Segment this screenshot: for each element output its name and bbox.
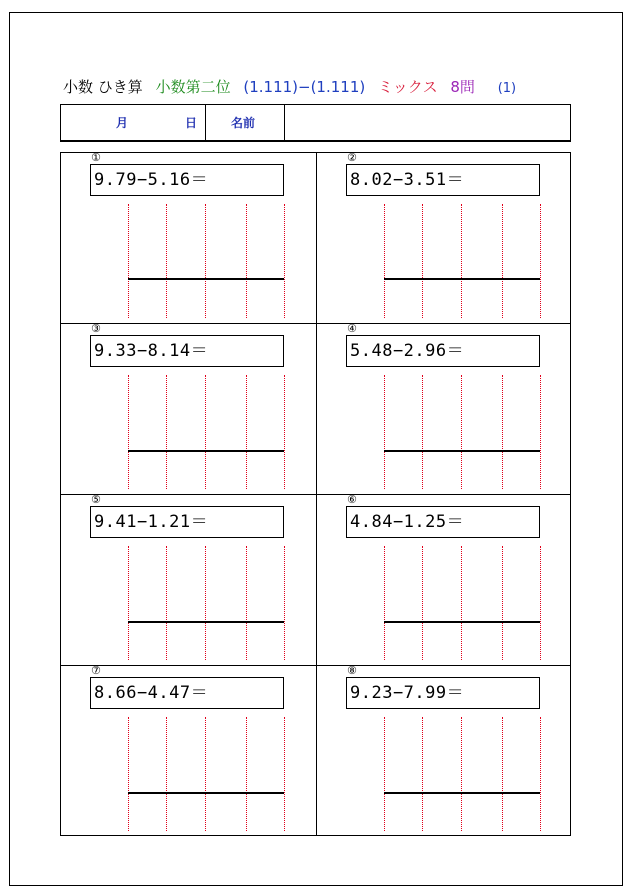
problem-number: ⑧ [347,664,357,677]
problem-expression: 4.84−1.25＝ [346,506,540,538]
problem-expression: 9.33−8.14＝ [90,335,284,367]
column-guide-line [284,375,285,489]
column-guide-line [284,204,285,318]
problem-expression: 9.41−1.21＝ [90,506,284,538]
name-field[interactable] [285,105,570,141]
title-level: 小数第二位 [155,78,231,96]
problem-cell [60,323,314,493]
title-format: (1.111)−(1.111) [243,78,366,96]
problem-expression: 5.48−2.96＝ [346,335,540,367]
name-date-header [60,104,571,142]
problem-cell [316,494,570,664]
column-guide-line [284,717,285,831]
problem-number: ⑦ [91,664,101,677]
problem-cell [316,323,570,493]
problem-expression: 8.02−3.51＝ [346,164,540,196]
worksheet-title [63,76,524,98]
answer-area[interactable] [128,546,284,660]
answer-area[interactable] [128,204,284,318]
sheet-number: (1) [497,81,517,96]
title-count: 8問 [450,78,475,96]
answer-area[interactable] [128,375,284,489]
column-guide-line [540,717,541,831]
problem-expression: 8.66−4.47＝ [90,677,284,709]
column-guide-line [540,546,541,660]
answer-area[interactable] [128,717,284,831]
problem-number: ④ [347,322,357,335]
column-guide-line [540,204,541,318]
problem-expression: 9.23−7.99＝ [346,677,540,709]
answer-area[interactable] [384,717,540,831]
month-label: 月 [116,116,129,130]
problem-cell [60,494,314,664]
title-subject: 小数 ひき算 [63,78,143,96]
problem-expression: 9.79−5.16＝ [90,164,284,196]
problem-cell [60,152,314,322]
problem-cell [316,152,570,322]
name-label: 名前 [231,116,256,130]
day-label: 日 [185,116,198,130]
column-guide-line [540,375,541,489]
header-divider [205,105,206,141]
problem-number: ① [91,151,101,164]
answer-area[interactable] [384,204,540,318]
answer-area[interactable] [384,546,540,660]
problem-number: ② [347,151,357,164]
answer-area[interactable] [384,375,540,489]
title-mix: ミックス [378,78,438,96]
problem-number: ③ [91,322,101,335]
problem-number: ⑥ [347,493,357,506]
problem-cell [316,665,570,835]
problem-number: ⑤ [91,493,101,506]
problem-cell [60,665,314,835]
column-guide-line [284,546,285,660]
